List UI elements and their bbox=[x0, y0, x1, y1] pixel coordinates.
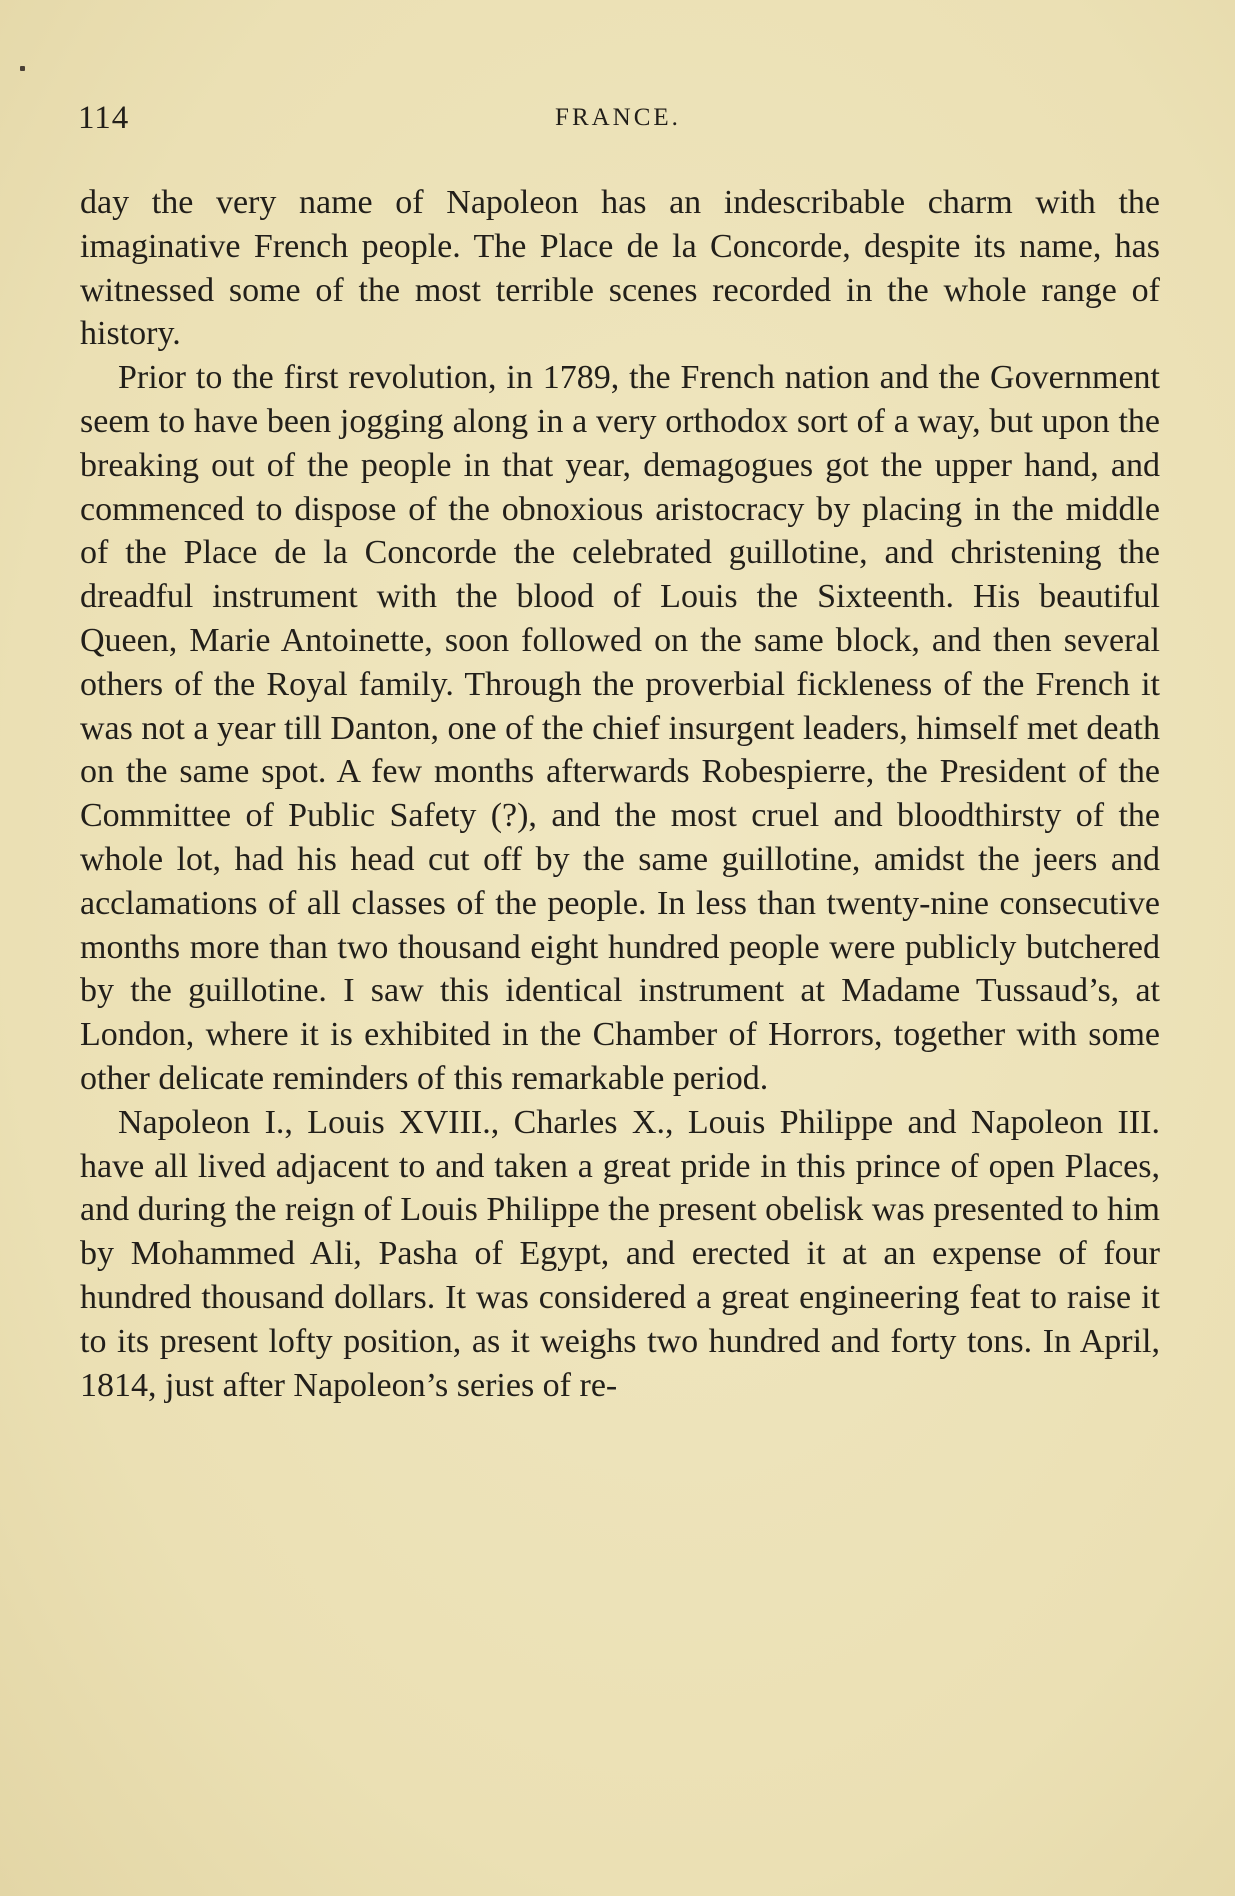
page-header bbox=[78, 100, 1158, 140]
ink-speck bbox=[20, 66, 25, 71]
page-number: 114 bbox=[78, 100, 130, 136]
paragraph-obelisk: Napoleon I., Louis XVIII., Charles X., Louis Philippe and Napoleon III. have all lived adjacent to and taken a great pride in this prince of open Places, and during the reign of Louis Philippe the present obelisk was presented to him by Mohammed Ali, Pasha of Egypt, and erected it at an expense of four hundred thousand dollars. It was considered a great engineering feat to raise it to its present lofty position, as it weighs two hundred and forty tons. In April, 1814, just after Napoleon’s series of re- bbox=[80, 1103, 1160, 1404]
paragraph-revolution: Prior to the first revolution, in 1789, the French nation and the Government seem to have been jogging along in a very orthodox sort of a way, but upon the breaking out of the people in that year, demagogues got the upper hand, and commenced to dispose of the obnoxious aristocracy by placing in the middle of the Place de la Concorde the celebrated guillotine, and christening the dreadful instrument with the blood of Louis the Sixteenth. His beautiful Queen, Marie Antoinette, soon followed on the same block, and then several others of the Royal family. Through the proverbial fickleness of the French it was not a year till Danton, one of the chief insurgent leaders, himself met death on the same spot. A few months afterwards Robespierre, the President of the Committee of Public Safety (?), and the most cruel and bloodthirsty of the whole lot, had his head cut off by the same guillotine, amidst the jeers and acclamations of all classes of the people. In less than twenty-nine consecutive months more than two thousand eight hundred people were publicly butchered by the guillotine. I saw this identical instrument at Madame Tussaud’s, at London, where it is exhibited in the Chamber of Horrors, together with some other delicate reminders of this remarkable period. bbox=[80, 359, 1160, 1097]
running-head: FRANCE. bbox=[555, 104, 681, 131]
paragraph-continued: day the very name of Napoleon has an indescribable charm with the imaginative French people. The Place de la Concorde, despite its name, has witnessed some of the most terrible scenes recorded in the whole range of history. bbox=[80, 184, 1160, 353]
body-text bbox=[80, 181, 1160, 1407]
